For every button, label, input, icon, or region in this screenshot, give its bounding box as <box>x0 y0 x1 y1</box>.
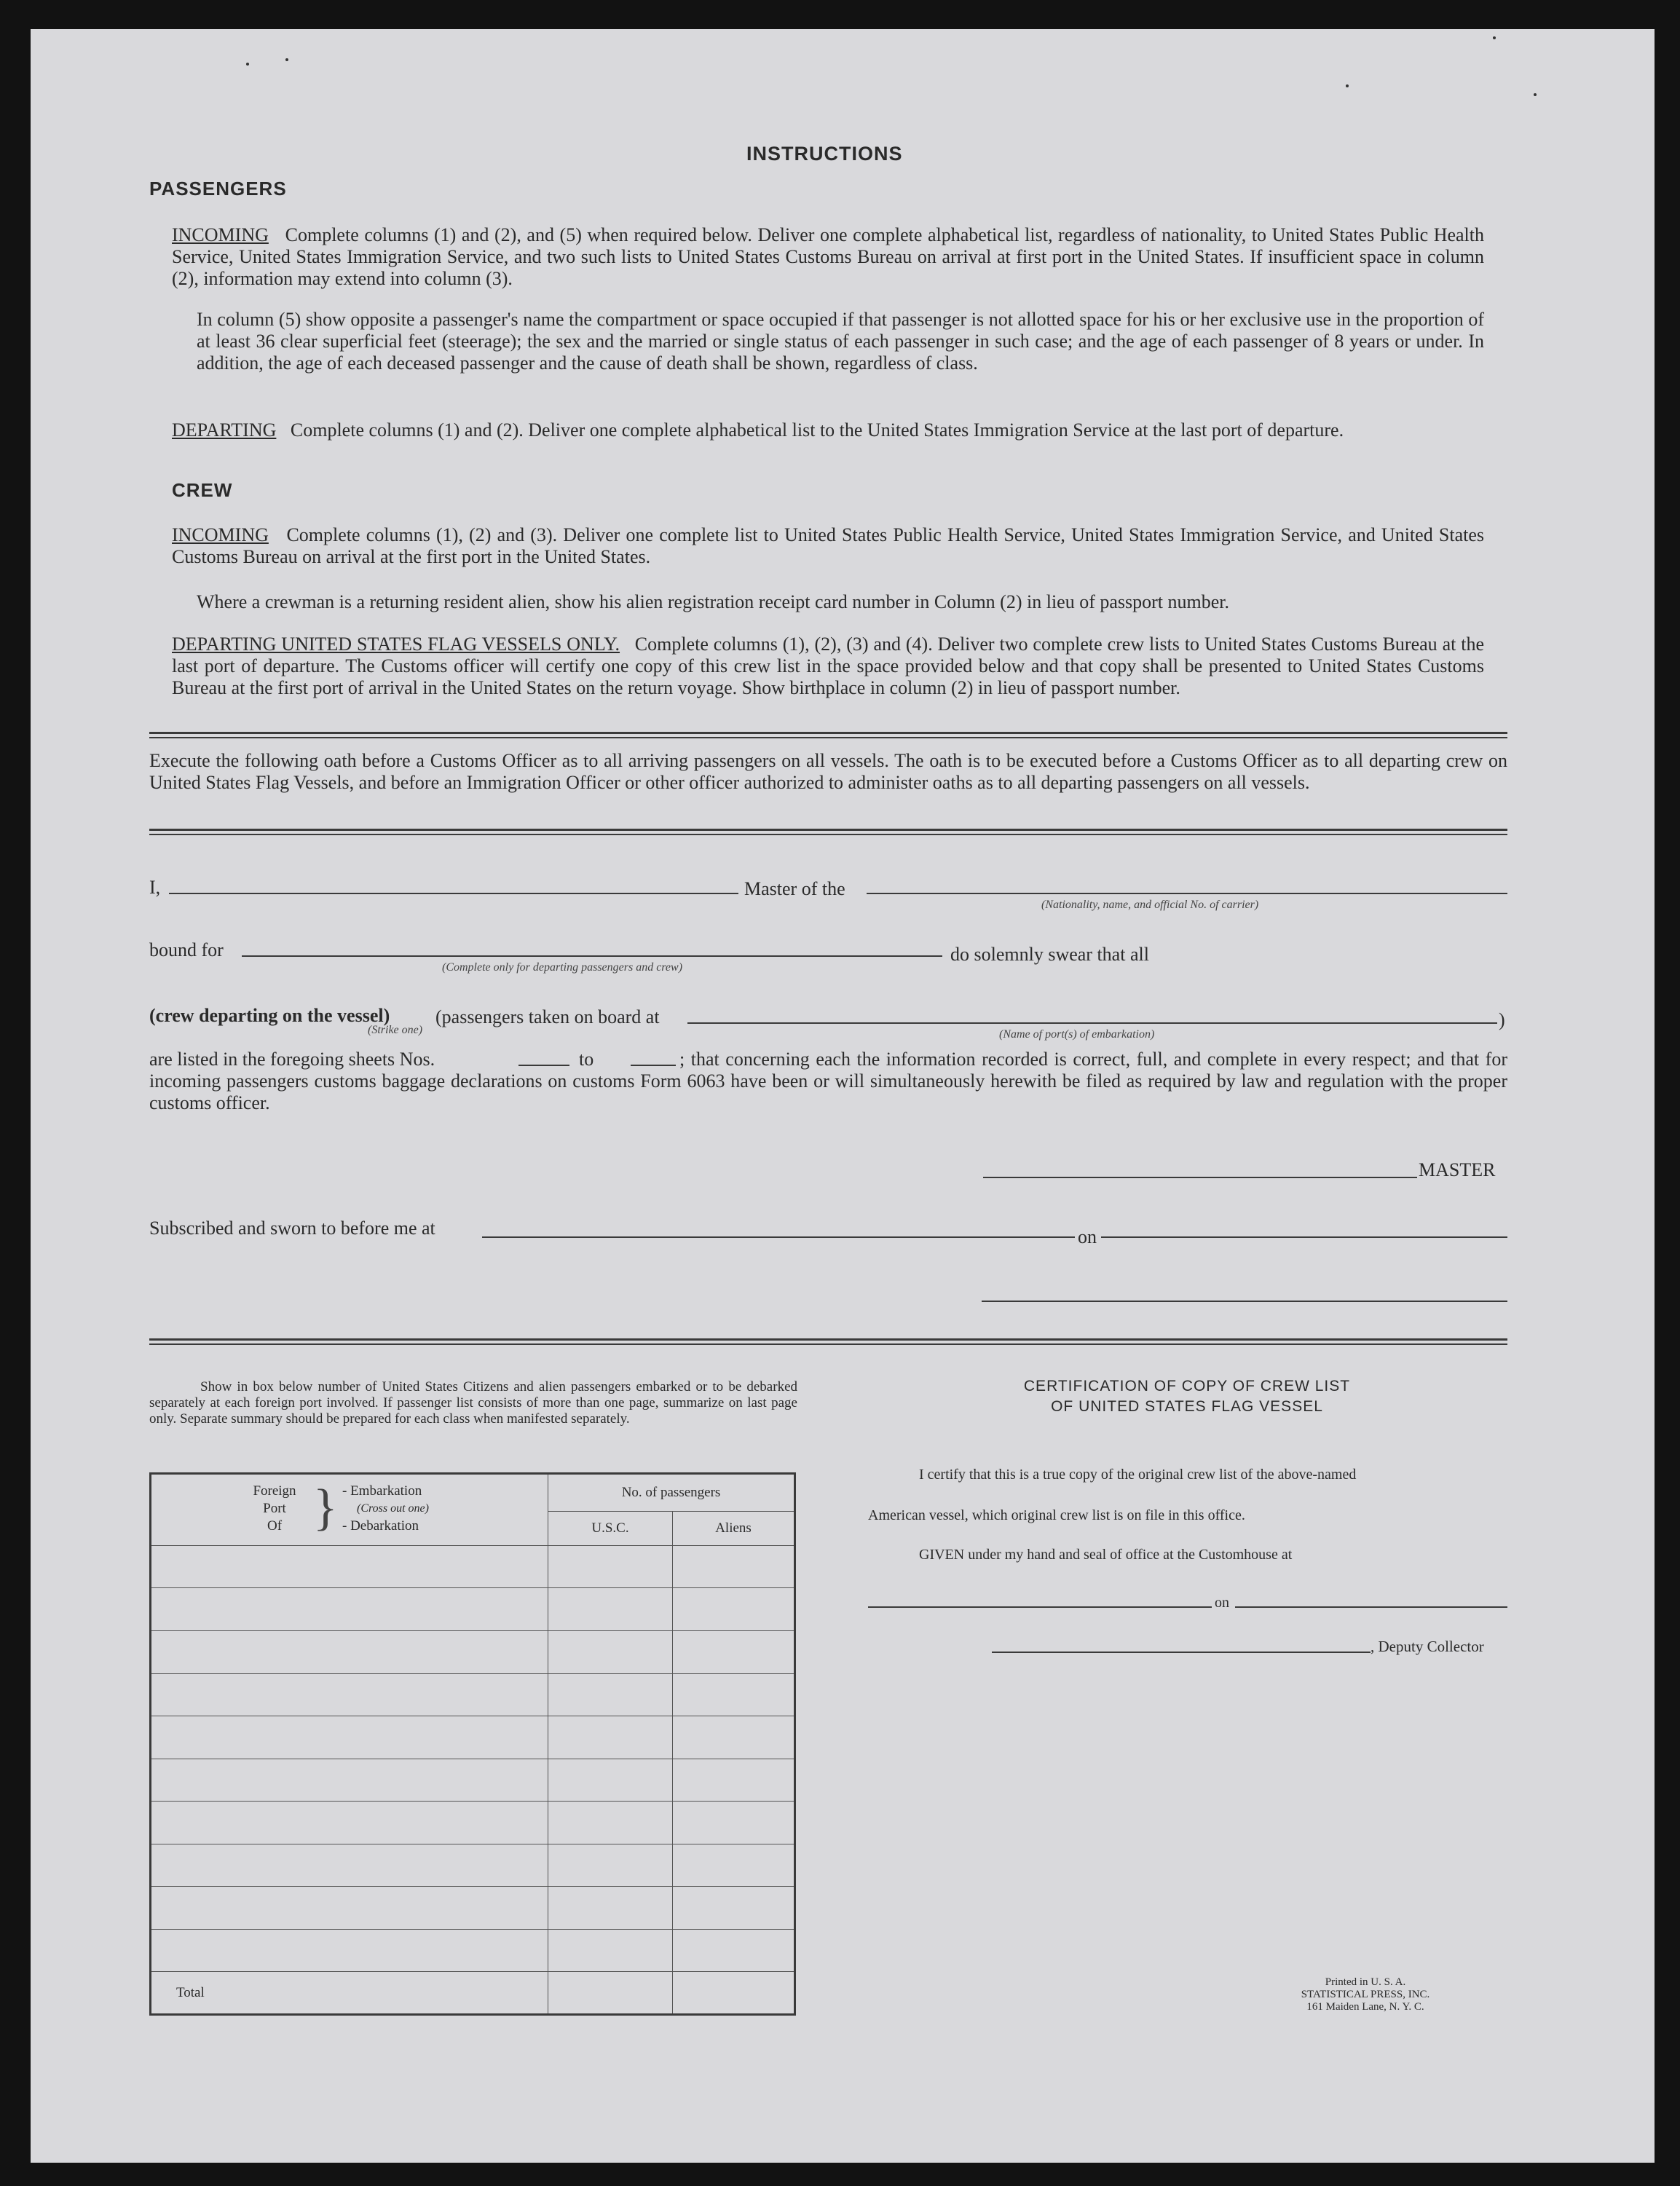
oath-statement: ; that concerning each the information recorded is correct, full, and complete in every respect; and that for incoming passengers customs baggage declarations on customs Form 6063 have been or will simultaneously herewith be filed as required by law and regulation with the proper customs officer. <box>149 1049 1507 1113</box>
port-cell[interactable] <box>151 1588 548 1631</box>
certify-line-1: I certify that this is a true copy of the original crew list of the above-named <box>919 1467 1357 1483</box>
passengers-heading: PASSENGERS <box>149 178 287 200</box>
crew-flag-paragraph <box>172 634 1484 699</box>
usc-cell[interactable] <box>548 1759 673 1802</box>
aliens-cell[interactable] <box>673 1673 795 1716</box>
aliens-total-cell[interactable] <box>673 1972 795 2015</box>
crew-incoming-text: Complete columns (1), (2) and (3). Deliver one complete list to United States Public Health Service, United States Immigration Service, and United States Customs Bureau on arrival at the first port in the United States. <box>172 524 1484 567</box>
crew-resident-paragraph: Where a crewman is a returning resident alien, show his alien registration receipt card number in Column (2) in lieu of passport number. <box>197 591 1230 612</box>
oath-i-label: I, <box>149 877 161 898</box>
certification-title-line-2: OF UNITED STATES FLAG VESSEL <box>1051 1398 1323 1415</box>
crew-incoming-label: INCOMING <box>172 524 269 545</box>
aliens-cell[interactable] <box>673 1759 795 1802</box>
printer-line-2: STATISTICAL PRESS, INC. <box>1301 1989 1430 2000</box>
aliens-cell[interactable] <box>673 1588 795 1631</box>
crew-departing-option[interactable]: (crew departing on the vessel) <box>149 1005 390 1026</box>
port-cell[interactable] <box>151 1802 548 1844</box>
section-divider <box>149 732 1507 738</box>
bound-for-field[interactable] <box>242 955 942 957</box>
master-label: MASTER <box>1419 1159 1496 1180</box>
subscribed-label: Subscribed and sworn to before me at <box>149 1218 435 1239</box>
aliens-cell[interactable] <box>673 1545 795 1588</box>
usc-cell[interactable] <box>548 1802 673 1844</box>
no-passengers-header: No. of passengers <box>548 1474 795 1512</box>
printer-imprint <box>1267 1976 1464 2013</box>
passengers-column5-paragraph: In column (5) show opposite a passenger's name the compartment or space occupied if that passenger is not allotted space for his or her exclusive use in the proportion of at least 36 clear superficial feet (steerage); the sex and the married or single status of each passenger in such case; and the age of each passenger of 8 years or under. In addition, the age of each deceased passenger and the cause of death shall be shown, regardless of class. <box>197 309 1484 374</box>
sworn-place-field[interactable] <box>482 1236 1075 1238</box>
section-divider <box>149 1338 1507 1345</box>
speck <box>1493 36 1496 39</box>
passengers-departing-text: Complete columns (1) and (2). Deliver one complete alphabetical list to the United States Immigration Service at the last port of departure. <box>290 419 1344 441</box>
crew-flag-label: DEPARTING UNITED STATES FLAG VESSELS ONLY. <box>172 634 620 655</box>
bound-caption: (Complete only for departing passengers and crew) <box>442 961 683 974</box>
certification-on-label: on <box>1215 1595 1229 1611</box>
foreign-label: Foreign <box>253 1483 296 1499</box>
master-signature-field[interactable] <box>983 1177 1417 1178</box>
usc-cell[interactable] <box>548 1673 673 1716</box>
usc-total-cell[interactable] <box>548 1972 673 2015</box>
port-cell[interactable] <box>151 1844 548 1887</box>
port-cell[interactable] <box>151 1673 548 1716</box>
sworn-on-label: on <box>1078 1226 1097 1247</box>
embarkation-ports-field[interactable] <box>687 1022 1497 1024</box>
port-cell[interactable] <box>151 1759 548 1802</box>
passengers-incoming-label: INCOMING <box>172 224 269 245</box>
aliens-cell[interactable] <box>673 1631 795 1674</box>
master-name-field[interactable] <box>169 893 738 894</box>
port-cell[interactable] <box>151 1929 548 1972</box>
aliens-cell[interactable] <box>673 1929 795 1972</box>
certification-title-line-1: CERTIFICATION OF COPY OF CREW LIST <box>1023 1378 1351 1394</box>
bound-for-label: bound for <box>149 939 224 960</box>
certification-heading <box>910 1376 1464 1417</box>
aliens-header: Aliens <box>673 1512 795 1546</box>
page-title: INSTRUCTIONS <box>746 143 903 165</box>
certify-line-2: American vessel, which original crew list is on file in this office. <box>868 1507 1245 1523</box>
given-line: GIVEN under my hand and seal of office at the Customhouse at <box>919 1547 1293 1563</box>
usc-cell[interactable] <box>548 1844 673 1887</box>
carrier-caption: (Nationality, name, and official No. of carrier) <box>1041 899 1259 911</box>
strike-one-caption: (Strike one) <box>368 1024 423 1036</box>
printer-line-3: 161 Maiden Lane, N. Y. C. <box>1306 2001 1424 2013</box>
port-cell[interactable] <box>151 1887 548 1930</box>
port-label: Port <box>263 1501 286 1517</box>
deputy-signature-field[interactable] <box>992 1652 1371 1653</box>
section-divider <box>149 829 1507 835</box>
port-cell[interactable] <box>151 1716 548 1759</box>
usc-cell[interactable] <box>548 1588 673 1631</box>
passengers-incoming-text: Complete columns (1) and (2), and (5) when required below. Deliver one complete alphabetical list, regardless of nationality, to United States Public Health Service, United States Immigration Service, and two such lists to United States Customs Bureau on arrival at first port in the United States. If insufficient space in column (2), information may extend into column (3). <box>172 224 1485 289</box>
ports-caption: (Name of port(s) of embarkation) <box>999 1028 1155 1041</box>
aliens-cell[interactable] <box>673 1887 795 1930</box>
aliens-cell[interactable] <box>673 1716 795 1759</box>
port-cell[interactable] <box>151 1631 548 1674</box>
speck <box>246 63 249 66</box>
crew-heading: CREW <box>172 479 233 501</box>
of-label: Of <box>267 1518 283 1534</box>
crew-incoming-paragraph <box>172 524 1484 568</box>
usc-cell[interactable] <box>548 1716 673 1759</box>
customhouse-field[interactable] <box>868 1606 1212 1608</box>
total-label: Total <box>151 1972 548 2015</box>
crew-flag-text: Complete columns (1), (2), (3) and (4). Deliver two complete crew lists to United States Customs Bureau at the last port of departure. The Customs officer will certify one copy of this crew list in the space provided below and that copy shall be presented to United States Customs Bureau at the first port of arrival in the United States on the return voyage. Show birthplace in column (2) in lieu of passport number. <box>172 634 1485 698</box>
debarkation-label[interactable]: - Debarkation <box>342 1518 419 1534</box>
certification-date-field[interactable] <box>1235 1606 1507 1608</box>
port-cell[interactable] <box>151 1545 548 1588</box>
passenger-summary-table <box>149 1472 796 2016</box>
carrier-field[interactable] <box>867 893 1507 894</box>
officer-signature-field[interactable] <box>982 1301 1507 1302</box>
passengers-departing-paragraph <box>172 419 1484 441</box>
aliens-cell[interactable] <box>673 1802 795 1844</box>
passengers-taken-option[interactable]: (passengers taken on board at <box>435 1006 660 1027</box>
listed-label: are listed in the foregoing sheets Nos. <box>149 1049 435 1070</box>
embarkation-label[interactable]: - Embarkation <box>342 1483 422 1499</box>
master-of-label: Master of the <box>744 878 845 899</box>
aliens-cell[interactable] <box>673 1844 795 1887</box>
sworn-date-field[interactable] <box>1101 1236 1507 1238</box>
swear-text: do solemnly swear that all <box>950 944 1149 965</box>
speck <box>1346 84 1349 87</box>
port-header-cell <box>151 1474 548 1546</box>
brace-icon: } <box>313 1480 338 1536</box>
listed-to-label: to <box>579 1049 594 1070</box>
usc-cell[interactable] <box>548 1631 673 1674</box>
speck <box>285 58 288 61</box>
usc-cell[interactable] <box>548 1545 673 1588</box>
usc-cell[interactable] <box>548 1929 673 1972</box>
usc-cell[interactable] <box>548 1887 673 1930</box>
passengers-departing-label: DEPARTING <box>172 419 277 441</box>
usc-header: U.S.C. <box>548 1512 673 1546</box>
cross-out-caption: (Cross out one) <box>357 1502 429 1515</box>
passengers-incoming-paragraph <box>172 224 1484 290</box>
summary-note: Show in box below number of United States Citizens and alien passengers embarked or to be debarked separately at each foreign port involved. If passenger list consists of more than one page, summarize on last page only. Separate summary should be prepared for each class when manifested separately. <box>149 1379 797 1427</box>
speck <box>1534 93 1537 96</box>
oath-instructions: Execute the following oath before a Customs Officer as to all arriving passengers on all vessels. The oath is to be executed before a Customs Officer as to all departing crew on United States Flag Vessels, and before an Immigration Officer or other officer authorized to administer oaths as to all departing passengers on all vessels. <box>149 750 1507 793</box>
printer-line-1: Printed in U. S. A. <box>1325 1976 1406 1988</box>
close-paren: ) <box>1499 1009 1505 1030</box>
deputy-collector-label: , Deputy Collector <box>1371 1638 1484 1655</box>
